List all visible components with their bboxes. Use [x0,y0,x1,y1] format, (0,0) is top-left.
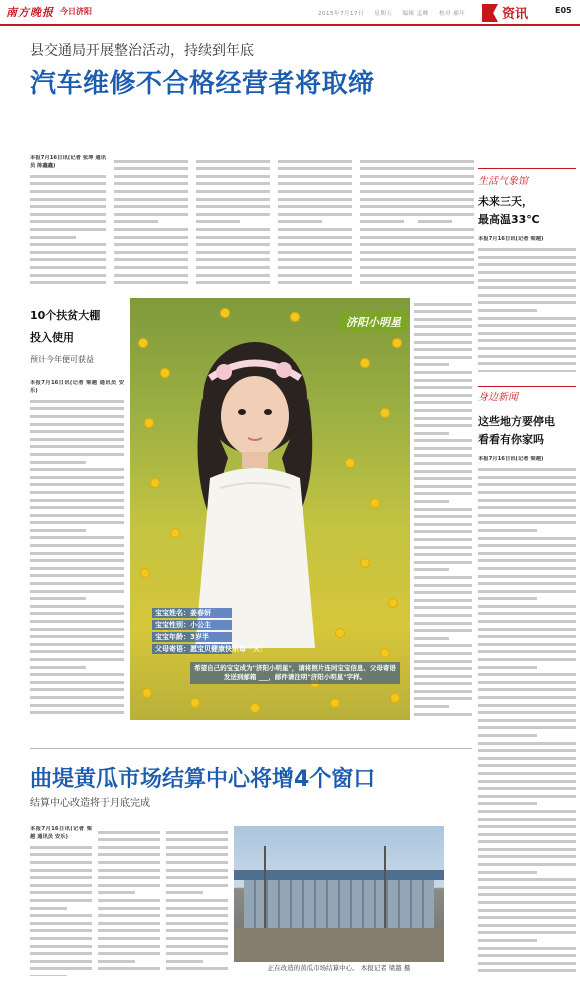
lower-story-body-col-3 [166,826,228,976]
feature-badge: 济阳小明星 [340,312,407,332]
photo-adjacent-column [414,298,472,718]
masthead [0,0,580,26]
issue-date: 2015年7月17日 [318,11,364,17]
caption-line-age: 宝宝年龄：3岁半 [152,632,232,642]
lower-story-body-col-1 [30,826,92,976]
lower-deck: 结算中心改造将于月底完成 [30,798,150,809]
lower-story-byline: 本报7月16日讯(记者 梁越 通讯员 安乐) [30,826,92,840]
weather-headline-1: 未来三天， [478,195,533,208]
body-text-lines [30,400,124,718]
side-story-headline-2: 投入使用 [30,331,74,344]
section-name: 资讯 [502,7,529,22]
submission-invite: 希望自己的宝宝成为"济阳小明星"，请将照片连同宝宝信息、父母寄语发送到邮箱 ___，邮件请注明"济阳小明星"字样。 [190,662,400,684]
body-text-lines [98,831,160,971]
body-text-lines [278,160,352,285]
issue-meta [318,9,473,17]
weather-divider [478,168,576,169]
main-story-byline: 本报7月16日讯(记者 张坤 通讯员 陈鑫鑫) [30,155,106,169]
ground [234,928,444,962]
outage-section-tag: 身边新闻 [478,392,518,403]
body-text-lines [196,160,270,285]
issue-weekday: 星期五 [374,11,393,17]
side-story-deck: 预计今年便可获益 [30,355,94,364]
lower-story-body-col-2 [98,826,160,976]
main-kicker: 县交通局开展整治活动，持续到年底 [30,43,254,59]
newspaper-logo: 南方晚报 [6,6,54,19]
building-wall [244,880,434,928]
baby-info-caption [152,608,267,656]
market-renovation-photo [234,826,444,962]
body-text-lines [166,831,228,971]
main-story-body-col-2 [114,155,188,287]
main-story-body-col-6 [418,155,474,287]
outage-headline-1: 这些地方要停电 [478,415,555,428]
weather-byline: 本报7月16日讯(记者 梁越) [478,236,544,242]
outage-headline-2: 看看有你家吗 [478,433,544,446]
body-text-lines [418,160,474,285]
editor-credit: 编辑 孟峰 [402,11,429,17]
body-text-lines [30,846,92,976]
side-story-byline: 本报7月16日讯(记者 梁越 通讯员 安乐) [30,380,124,394]
outage-body [478,456,576,976]
main-story-body-col-1 [30,155,106,287]
section-flag-icon [482,4,498,22]
lower-story-rule [30,748,472,749]
page-number: E05 [555,6,572,15]
side-story-body [30,380,124,718]
caption-line-gender: 宝宝性别：小公主 [152,620,232,630]
body-text-lines [30,175,106,287]
edition-label: 今日济阳 [60,7,92,16]
featured-child-photo [130,298,410,720]
proof-credit: 校对 郝年 [439,11,466,17]
weather-body [478,236,576,372]
body-text-lines [414,303,472,716]
caption-line-message: 父母寄语：愿宝贝健康快乐每一天！ [152,644,232,654]
body-text-lines [478,468,576,976]
main-story-body-col-3 [196,155,270,287]
outage-byline: 本报7月16日讯(记者 梁越) [478,456,544,462]
body-text-lines [114,160,188,285]
lower-headline: 曲堤黄瓜市场结算中心将增4个窗口 [30,767,376,792]
section-badge [482,3,550,23]
main-story-body-col-4 [278,155,352,287]
market-photo-caption: 正在改造的黄瓜市场结算中心。 本报记者 梁越 摄 [267,964,411,972]
scaffold-pole [384,846,386,928]
main-headline: 汽车维修不合格经营者将取缔 [30,69,375,99]
scaffold-pole [264,846,266,928]
side-story-headline-1: 10个扶贫大棚 [30,309,101,322]
outage-divider [478,386,576,387]
weather-section-tag: 生活气象馆 [478,176,528,187]
caption-line-name: 宝宝姓名：姜春妍 [152,608,232,618]
weather-headline-2: 最高温33℃ [478,213,540,226]
body-text-lines [478,248,576,372]
